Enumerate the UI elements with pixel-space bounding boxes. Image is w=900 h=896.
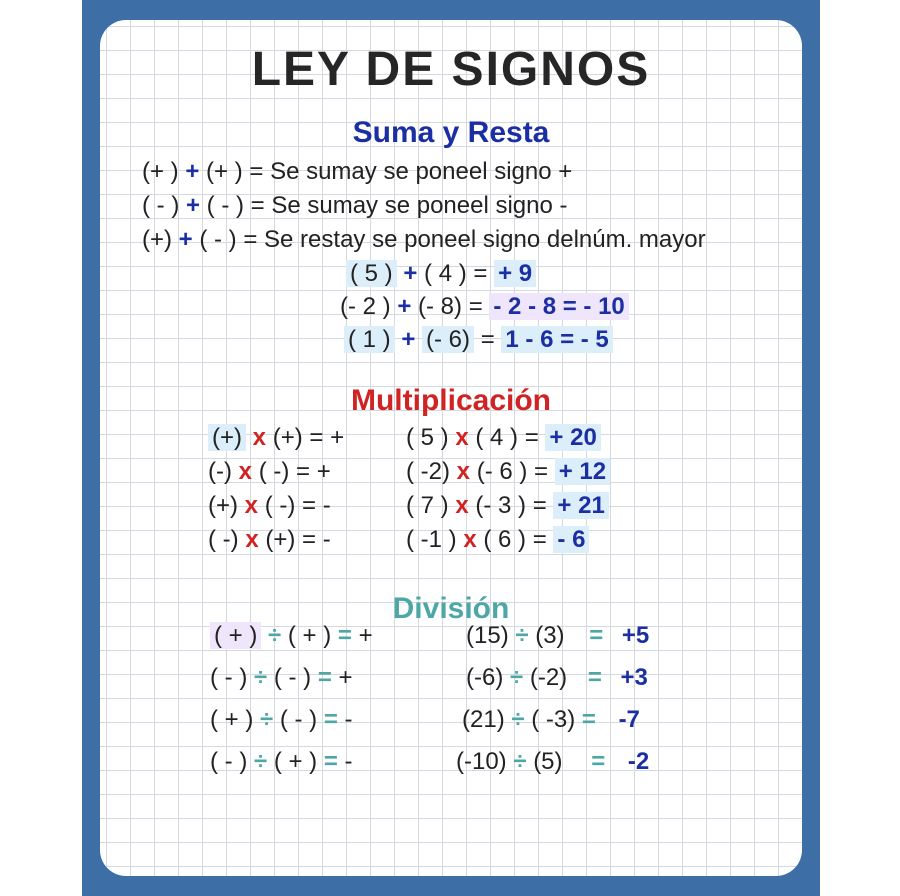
operand: ( 4 ) bbox=[424, 260, 467, 287]
equals-sign: = bbox=[323, 706, 338, 733]
result: + 9 bbox=[494, 260, 536, 287]
result: - bbox=[344, 706, 353, 733]
operator: ÷ bbox=[513, 748, 527, 775]
equals-sign: = bbox=[243, 226, 258, 253]
mult-example-3 bbox=[406, 492, 609, 520]
operand: (21) bbox=[462, 706, 505, 733]
equals-sign: = bbox=[473, 260, 488, 287]
operand: ( -3) bbox=[531, 706, 576, 733]
result: - bbox=[322, 492, 331, 519]
mult-example-4 bbox=[406, 526, 589, 554]
operand: ( -) bbox=[264, 492, 296, 519]
operand: ( + ) bbox=[273, 748, 318, 775]
equals-sign: = bbox=[468, 293, 483, 320]
equals-sign: = bbox=[532, 526, 547, 553]
div-example-1 bbox=[466, 622, 649, 650]
operand: ( - ) bbox=[142, 192, 180, 219]
operand: (-) bbox=[208, 458, 232, 485]
operand: (+) bbox=[265, 526, 296, 553]
operand: (+) bbox=[208, 492, 238, 519]
operand: (- 6 ) bbox=[476, 458, 528, 485]
operand: (- 2 ) bbox=[340, 293, 391, 320]
equals-sign: = bbox=[587, 664, 602, 691]
operand: (+) bbox=[272, 424, 303, 451]
mult-rule-4 bbox=[208, 526, 331, 554]
operand: (+ ) bbox=[206, 158, 243, 185]
poster-card bbox=[100, 20, 802, 876]
result: +5 bbox=[621, 622, 650, 649]
operand: (-2) bbox=[529, 664, 568, 691]
equals-sign: = bbox=[302, 492, 317, 519]
operand: ( + ) bbox=[210, 622, 261, 649]
equals-sign: = bbox=[589, 622, 604, 649]
suma-rule-2 bbox=[142, 192, 568, 220]
rule-text: Se restay se poneel signo delnúm. mayor bbox=[264, 226, 706, 253]
operand: (5) bbox=[533, 748, 563, 775]
operand: ( - ) bbox=[210, 748, 248, 775]
section-heading-multiplicacion: Multiplicación bbox=[350, 384, 551, 417]
result: - bbox=[322, 526, 331, 553]
suma-example-3 bbox=[344, 326, 613, 354]
operand: (- 8) bbox=[418, 293, 463, 320]
equals-sign: = bbox=[317, 664, 332, 691]
mult-rule-2 bbox=[208, 458, 331, 486]
result: -7 bbox=[618, 706, 640, 733]
operand: ( 5 ) bbox=[406, 424, 449, 451]
operand: ( 1 ) bbox=[344, 326, 395, 353]
operator: x bbox=[244, 492, 259, 519]
result: + bbox=[358, 622, 373, 649]
operator: x bbox=[238, 458, 253, 485]
equals-sign: = bbox=[480, 326, 495, 353]
div-rule-3 bbox=[210, 706, 353, 734]
section-heading-suma: Suma y Resta bbox=[352, 116, 550, 149]
equals-sign: = bbox=[250, 192, 265, 219]
mult-rule-1 bbox=[208, 424, 344, 452]
equals-sign: = bbox=[309, 424, 324, 451]
operand: (- 3 ) bbox=[475, 492, 527, 519]
div-rule-2 bbox=[210, 664, 353, 692]
operand: ( - ) bbox=[199, 226, 237, 253]
mult-example-1 bbox=[406, 424, 601, 452]
operator: + bbox=[403, 260, 418, 287]
result: + 12 bbox=[555, 458, 610, 485]
operand: (3) bbox=[535, 622, 565, 649]
result: + 21 bbox=[553, 492, 608, 519]
result: + 20 bbox=[545, 424, 600, 451]
operator: ÷ bbox=[260, 706, 274, 733]
operand: ( 5 ) bbox=[346, 260, 397, 287]
operator: ÷ bbox=[268, 622, 282, 649]
result: + bbox=[330, 424, 345, 451]
operand: ( 6 ) bbox=[483, 526, 527, 553]
equals-sign: = bbox=[534, 458, 549, 485]
suma-rule-1 bbox=[142, 158, 572, 186]
operand: (+) bbox=[142, 226, 172, 253]
equals-sign: = bbox=[296, 458, 311, 485]
equals-sign: = bbox=[302, 526, 317, 553]
div-example-4 bbox=[456, 748, 649, 776]
operator: ÷ bbox=[511, 706, 525, 733]
operator: x bbox=[455, 424, 469, 451]
div-rule-4 bbox=[210, 748, 353, 776]
operand: (15) bbox=[466, 622, 509, 649]
operand: ( - ) bbox=[279, 706, 318, 733]
operand: ( + ) bbox=[287, 622, 332, 649]
operand: (+) bbox=[208, 424, 246, 451]
operand: ( - ) bbox=[206, 192, 244, 219]
result: +3 bbox=[620, 664, 648, 691]
operator: ÷ bbox=[515, 622, 529, 649]
operator: x bbox=[456, 458, 471, 485]
rule-text: Se sumay se poneel signo + bbox=[270, 158, 573, 185]
operand: (-6) bbox=[466, 664, 504, 691]
operator: + bbox=[185, 158, 200, 185]
rule-text: Se sumay se poneel signo - bbox=[271, 192, 568, 219]
operator: ÷ bbox=[253, 664, 268, 691]
operand: ( 4 ) bbox=[475, 424, 519, 451]
operand: ( -) bbox=[258, 458, 290, 485]
operator: x bbox=[245, 526, 259, 553]
operand: ( 7 ) bbox=[406, 492, 449, 519]
operand: ( + ) bbox=[210, 706, 254, 733]
result: + bbox=[338, 664, 353, 691]
result: - 6 bbox=[553, 526, 589, 553]
operand: ( -) bbox=[208, 526, 239, 553]
div-example-2 bbox=[466, 664, 648, 692]
equals-sign: = bbox=[532, 492, 547, 519]
operand: (+ ) bbox=[142, 158, 179, 185]
operand: ( -2) bbox=[406, 458, 450, 485]
operator: ÷ bbox=[510, 664, 524, 691]
operator: x bbox=[455, 492, 469, 519]
operator: + bbox=[185, 192, 200, 219]
page-title: LEY DE SIGNOS bbox=[251, 43, 651, 96]
result: - 2 - 8 = - 10 bbox=[489, 293, 628, 320]
section-heading-division: División bbox=[392, 592, 510, 625]
equals-sign: = bbox=[524, 424, 539, 451]
equals-sign: = bbox=[591, 748, 606, 775]
equals-sign: = bbox=[581, 706, 596, 733]
equals-sign: = bbox=[249, 158, 264, 185]
suma-example-1 bbox=[346, 260, 536, 288]
result: 1 - 6 = - 5 bbox=[501, 326, 612, 353]
operator: + bbox=[401, 326, 416, 353]
div-example-3 bbox=[462, 706, 640, 734]
operand: (-10) bbox=[456, 748, 507, 775]
equals-sign: = bbox=[323, 748, 338, 775]
operator: + bbox=[397, 293, 412, 320]
div-rule-1 bbox=[210, 622, 373, 650]
result: -2 bbox=[627, 748, 650, 775]
suma-example-2 bbox=[340, 293, 629, 321]
operator: x bbox=[252, 424, 267, 451]
operand: ( -1 ) bbox=[406, 526, 457, 553]
mult-example-2 bbox=[406, 458, 610, 486]
result: + bbox=[316, 458, 331, 485]
equals-sign: = bbox=[337, 622, 352, 649]
operator: + bbox=[178, 226, 193, 253]
suma-rule-3 bbox=[142, 226, 706, 254]
operand: ( - ) bbox=[273, 664, 312, 691]
result: - bbox=[344, 748, 353, 775]
operator: x bbox=[463, 526, 477, 553]
operand: ( - ) bbox=[210, 664, 248, 691]
operator: ÷ bbox=[253, 748, 268, 775]
operand: (- 6) bbox=[422, 326, 474, 353]
mult-rule-3 bbox=[208, 492, 331, 520]
